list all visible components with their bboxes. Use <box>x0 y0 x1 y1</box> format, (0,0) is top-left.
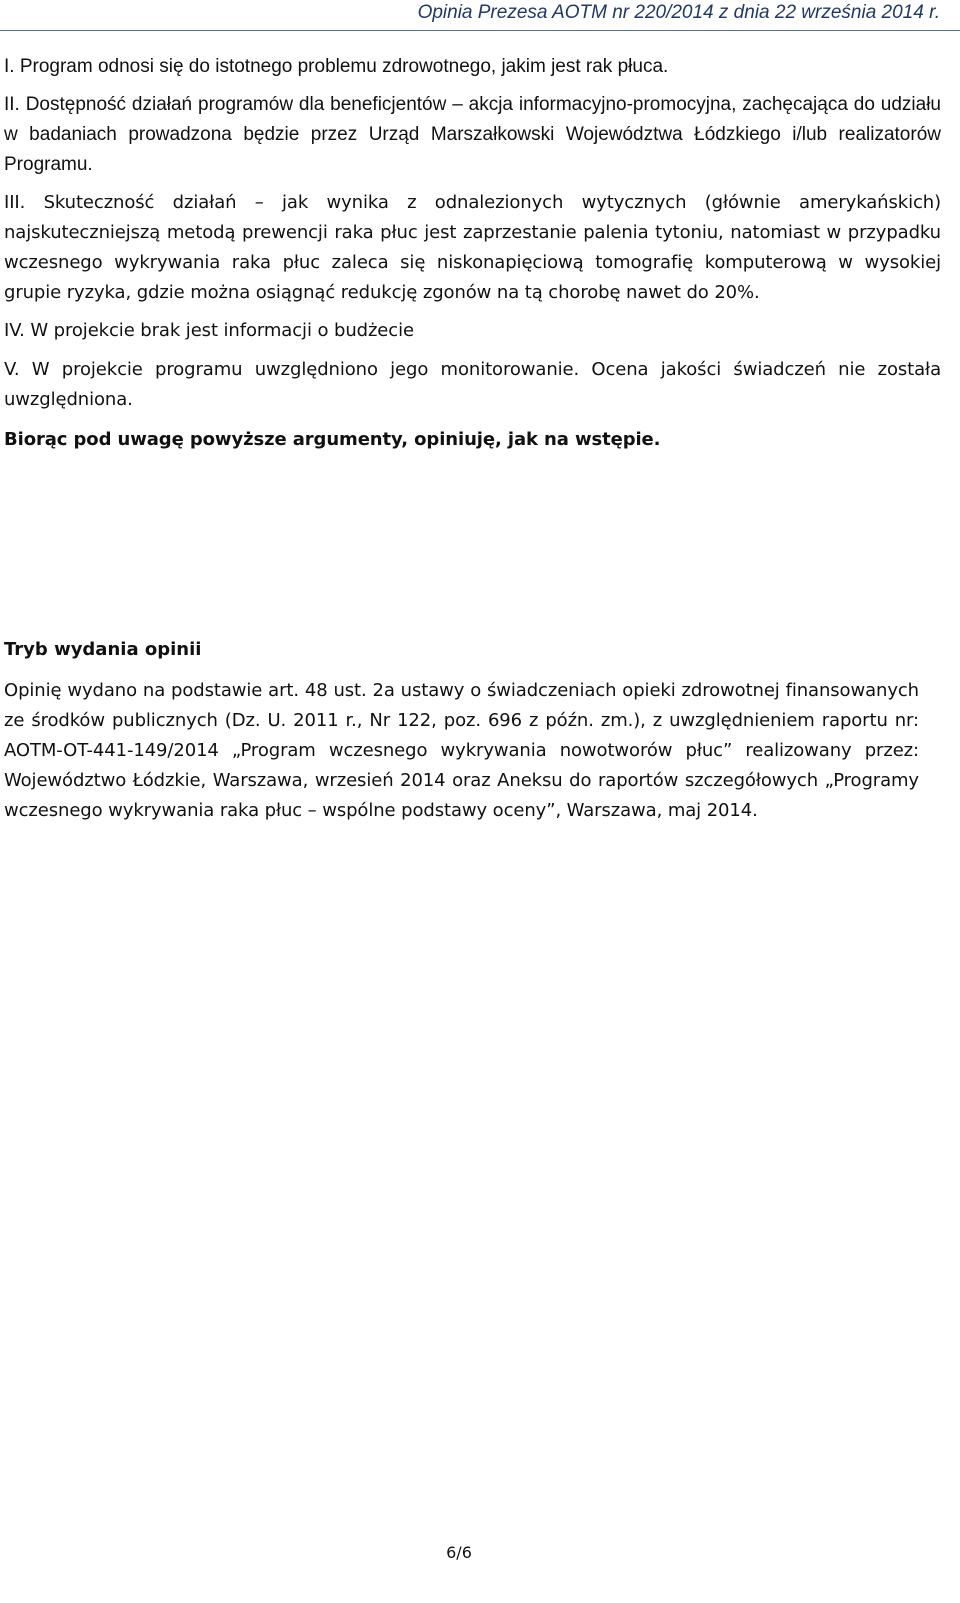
legal-basis-section <box>4 676 919 826</box>
point-iii-paragraph: III. Skuteczność działań – jak wynika z odnalezionych wytycznych (głównie amerykańskich) najskuteczniejszą metodą prewencji raka płuc jest zaprzestanie palenia tytoniu, natomiast w przypadku wczesnego wykrywania raka płuc zaleca się niskonapięciową tomografię komputerową w wysokiej grupie ryzyka, gdzie można osiągnąć redukcję zgonów na tą chorobę nawet do 20%. <box>4 192 941 303</box>
opinion-body <box>4 52 941 455</box>
conclusion-paragraph: Biorąc pod uwagę powyższe argumenty, opiniuję, jak na wstępie. <box>4 429 661 450</box>
point-iv-paragraph: IV. W projekcie brak jest informacji o budżecie <box>4 320 414 341</box>
point-v-paragraph: V. W projekcie programu uwzględniono jego monitorowanie. Ocena jakości świadczeń nie została uwzględniona. <box>4 359 941 410</box>
header-divider <box>0 30 960 31</box>
header-title: Opinia Prezesa AOTM nr 220/2014 z dnia 22 września 2014 r. <box>417 2 940 23</box>
point-ii-paragraph: II. Dostępność działań programów dla beneficjentów – akcja informacyjno-promocyjna, zachęcająca do udziału w badaniach prowadzona będzie przez Urząd Marszałkowski Województwa Łódzkiego i/lub realizatorów Programu. <box>4 94 941 175</box>
point-i-paragraph: I. Program odnosi się do istotnego problemu zdrowotnego, jakim jest rak płuca. <box>4 56 669 77</box>
section-title: Tryb wydania opinii <box>4 639 202 660</box>
page-number: 6/6 <box>446 1543 472 1562</box>
legal-basis-paragraph: Opinię wydano na podstawie art. 48 ust. 2a ustawy o świadczeniach opieki zdrowotnej finansowanych ze środków publicznych (Dz. U. 2011 r., Nr 122, poz. 696 z późn. zm.), z uwzględnieniem raportu nr: AOTM-OT-441-149/2014 „Program wczesnego wykrywania nowotworów płuc” realizowany przez: Województwo Łódzkie, Warszawa, wrzesień 2014 oraz Aneksu do raportów szczegółowych „Programy wczesnego wykrywania raka płuc – wspólne podstawy oceny”, Warszawa, maj 2014. <box>4 680 919 821</box>
